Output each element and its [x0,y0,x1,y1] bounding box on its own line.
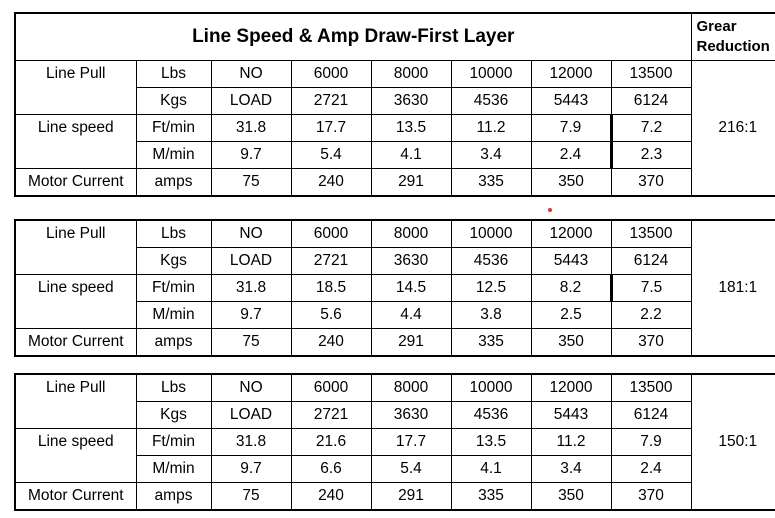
cell: 2.4 [611,456,691,483]
cell: 6000 [291,61,371,88]
cell: 12000 [531,374,611,402]
cell: 3630 [371,248,451,275]
cell: 350 [531,169,611,197]
unit-ftmin: Ft/min [136,115,211,142]
cell: 6000 [291,220,371,248]
cell: 5443 [531,402,611,429]
empty-cell [15,456,136,483]
cell: 12000 [531,220,611,248]
unit-kgs: Kgs [136,402,211,429]
cell: 3.4 [451,142,531,169]
stray-dot [548,208,552,212]
cell: 350 [531,483,611,511]
cell: 9.7 [211,456,291,483]
unit-mmin: M/min [136,456,211,483]
gear-reduction-header [691,13,775,61]
motor-current-label: Motor Current [15,329,136,357]
line-pull-label: Line Pull [15,220,136,248]
cell: 2721 [291,88,371,115]
unit-mmin: M/min [136,302,211,329]
cell: 291 [371,483,451,511]
cell: 31.8 [211,275,291,302]
motor-current-label: Motor Current [15,483,136,511]
cell: 5.4 [291,142,371,169]
cell: 2721 [291,248,371,275]
cell: 240 [291,169,371,197]
empty-cell [15,88,136,115]
cell: LOAD [211,88,291,115]
cell: 21.6 [291,429,371,456]
unit-amps: amps [136,169,211,197]
cell: 335 [451,483,531,511]
empty-cell [15,248,136,275]
cell: 6.6 [291,456,371,483]
cell: 370 [611,329,691,357]
cell: 8000 [371,220,451,248]
cell: 8.2 [531,275,611,302]
motor-current-label: Motor Current [15,169,136,197]
unit-lbs: Lbs [136,374,211,402]
cell: 240 [291,483,371,511]
cell: 3630 [371,402,451,429]
cell: 7.9 [531,115,611,142]
gear-header-line1: Grear [696,18,737,35]
cell: 12.5 [451,275,531,302]
cell: 2721 [291,402,371,429]
gear-ratio: 181:1 [691,220,775,356]
gear-ratio: 150:1 [691,374,775,510]
unit-kgs: Kgs [136,248,211,275]
cell: 9.7 [211,302,291,329]
cell: 5443 [531,248,611,275]
cell: 4536 [451,88,531,115]
cell: 11.2 [531,429,611,456]
cell: 13500 [611,220,691,248]
gear-header-line2: Reduction [696,38,770,55]
cell: 5443 [531,88,611,115]
cell: 18.5 [291,275,371,302]
cell: 350 [531,329,611,357]
cell: 2.2 [611,302,691,329]
cell: 5.6 [291,302,371,329]
cell: 2.5 [531,302,611,329]
cell: 17.7 [291,115,371,142]
cell: 10000 [451,61,531,88]
cell: 370 [611,483,691,511]
cell: NO [211,374,291,402]
cell: 240 [291,329,371,357]
cell: 7.9 [611,429,691,456]
cell: 12000 [531,61,611,88]
cell: 4.1 [371,142,451,169]
cell: 11.2 [451,115,531,142]
cell: 75 [211,169,291,197]
cell: 6000 [291,374,371,402]
cell: 335 [451,329,531,357]
cell: 3.4 [531,456,611,483]
cell: 3630 [371,88,451,115]
cell: 6124 [611,88,691,115]
unit-amps: amps [136,483,211,511]
table-title: Line Speed & Amp Draw-First Layer [15,13,691,61]
empty-cell [15,142,136,169]
cell: 13500 [611,374,691,402]
cell: 7.5 [611,275,691,302]
line-speed-label: Line speed [15,115,136,142]
cell: 5.4 [371,456,451,483]
cell: 75 [211,483,291,511]
unit-mmin: M/min [136,142,211,169]
cell: 4.4 [371,302,451,329]
gear-ratio: 216:1 [691,61,775,197]
cell: 8000 [371,374,451,402]
cell: 13.5 [371,115,451,142]
cell: 2.4 [531,142,611,169]
gear-table-181 [14,219,775,357]
cell: 75 [211,329,291,357]
gear-table-216 [14,12,775,197]
cell: LOAD [211,248,291,275]
unit-kgs: Kgs [136,88,211,115]
cell: 4.1 [451,456,531,483]
cell: 6124 [611,402,691,429]
line-speed-label: Line speed [15,429,136,456]
unit-lbs: Lbs [136,61,211,88]
cell: 10000 [451,374,531,402]
line-pull-label: Line Pull [15,374,136,402]
cell: 370 [611,169,691,197]
cell: 291 [371,329,451,357]
cell: 17.7 [371,429,451,456]
line-speed-label: Line speed [15,275,136,302]
unit-amps: amps [136,329,211,357]
cell: 7.2 [611,115,691,142]
cell: 335 [451,169,531,197]
cell: 13500 [611,61,691,88]
cell: 3.8 [451,302,531,329]
cell: 291 [371,169,451,197]
unit-ftmin: Ft/min [136,429,211,456]
cell: 4536 [451,248,531,275]
cell: 14.5 [371,275,451,302]
unit-lbs: Lbs [136,220,211,248]
cell: NO [211,61,291,88]
gear-table-150 [14,373,775,511]
line-pull-label: Line Pull [15,61,136,88]
cell: 13.5 [451,429,531,456]
cell: 8000 [371,61,451,88]
unit-ftmin: Ft/min [136,275,211,302]
cell: 2.3 [611,142,691,169]
empty-cell [15,302,136,329]
empty-cell [15,402,136,429]
cell: LOAD [211,402,291,429]
cell: NO [211,220,291,248]
cell: 6124 [611,248,691,275]
cell: 4536 [451,402,531,429]
cell: 31.8 [211,115,291,142]
cell: 9.7 [211,142,291,169]
cell: 31.8 [211,429,291,456]
cell: 10000 [451,220,531,248]
